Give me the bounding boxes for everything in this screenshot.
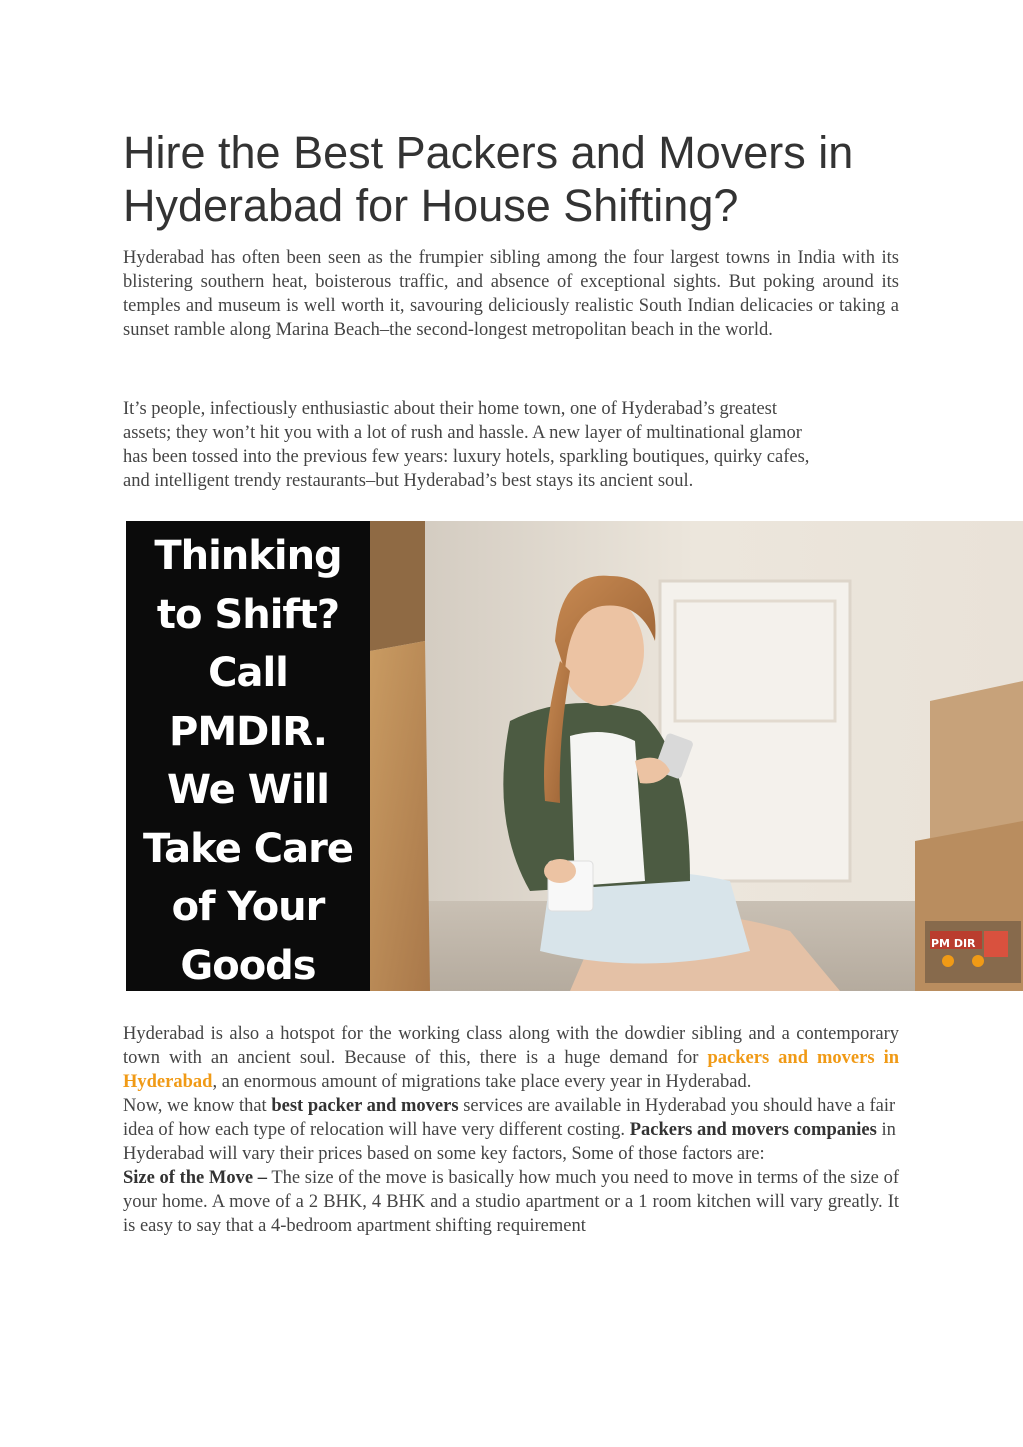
best-packers-bold: best packer and movers (271, 1096, 459, 1116)
banner-line: to Shift? (156, 591, 340, 638)
banner-line: Thinking (154, 533, 342, 579)
costing-text-a: Now, we know that (123, 1096, 272, 1116)
intro-paragraph: Hyderabad has often been seen as the frumpier sibling among the four largest towns in India with its blistering southern heat, boisterous traffic, and absence of exceptional sights. But poking around its temples and museum is well worth it, savouring deliciously realistic South Indian delicacies or taking a sunset ramble along Marina Beach–the second-longest metropolitan beach in the world. (123, 248, 899, 340)
demand-text-b: , an enormous amount of migrations take place every year in Hyderabad. (212, 1072, 752, 1092)
banner-line: Take Care (143, 825, 353, 872)
banner-slogan (126, 527, 370, 991)
people-line-1: It’s people, infectiously enthusiastic about their home town, one of Hyderabad’s greatest (123, 399, 778, 419)
logo-text: PM DIR (931, 937, 976, 950)
size-text: The size of the move is basically how much you need to move in terms of the size of your home. A move of a 2 BHK, 4 BHK and a studio apartment or a 1 room kitchen will vary greatly. It is easy to say that a 4-bedroom apartment shifting requirement (123, 1168, 899, 1236)
banner-line: Call (208, 650, 288, 696)
banner-line: Goods (180, 942, 316, 989)
woman-with-phone-photo (370, 521, 1023, 991)
article-title (123, 126, 923, 232)
people-line-3: has been tossed into the previous few years: luxury hotels, sparkling boutiques, quirky cafes, (123, 447, 810, 467)
size-heading: Size of the Move – (123, 1168, 268, 1188)
title-line-2: Hyderabad for House Shifting? (123, 180, 739, 231)
promo-banner-image (126, 521, 1023, 991)
demand-paragraph (123, 1022, 899, 1094)
demand-text-a: Hyderabad is also a hotspot for the working class along with the dowdier sibling and a contemporary town with an ancient soul. Because of this, there is a huge demand for (123, 1024, 899, 1068)
banner-line: PMDIR. (169, 708, 327, 755)
costing-paragraph (123, 1094, 899, 1166)
size-paragraph (123, 1166, 899, 1238)
people-line-2: assets; they won’t hit you with a lot of rush and hassle. A new layer of multinational glamor (123, 423, 802, 443)
banner-line: We Will (166, 767, 329, 813)
people-line-4: and intelligent trendy restaurants–but Hyderabad’s best stays its ancient soul. (123, 471, 694, 491)
banner-text-panel (126, 521, 370, 991)
people-paragraph (123, 397, 899, 493)
costing-text-c: in Hyderabad will vary their prices based on some key factors, Some of those factors are: (123, 1120, 896, 1164)
logo-label-box (925, 925, 1021, 983)
costing-text-b: services are available in Hyderabad you should have a fair idea of how each type of relocation will have very different costing. (123, 1096, 896, 1140)
companies-bold: Packers and movers companies (629, 1120, 877, 1140)
banner-line: of Your (171, 884, 325, 930)
packers-movers-link[interactable]: packers and movers in Hyderabad (123, 1048, 900, 1092)
title-line-1: Hire the Best Packers and Movers in (123, 127, 854, 178)
details-section (123, 1022, 899, 1238)
